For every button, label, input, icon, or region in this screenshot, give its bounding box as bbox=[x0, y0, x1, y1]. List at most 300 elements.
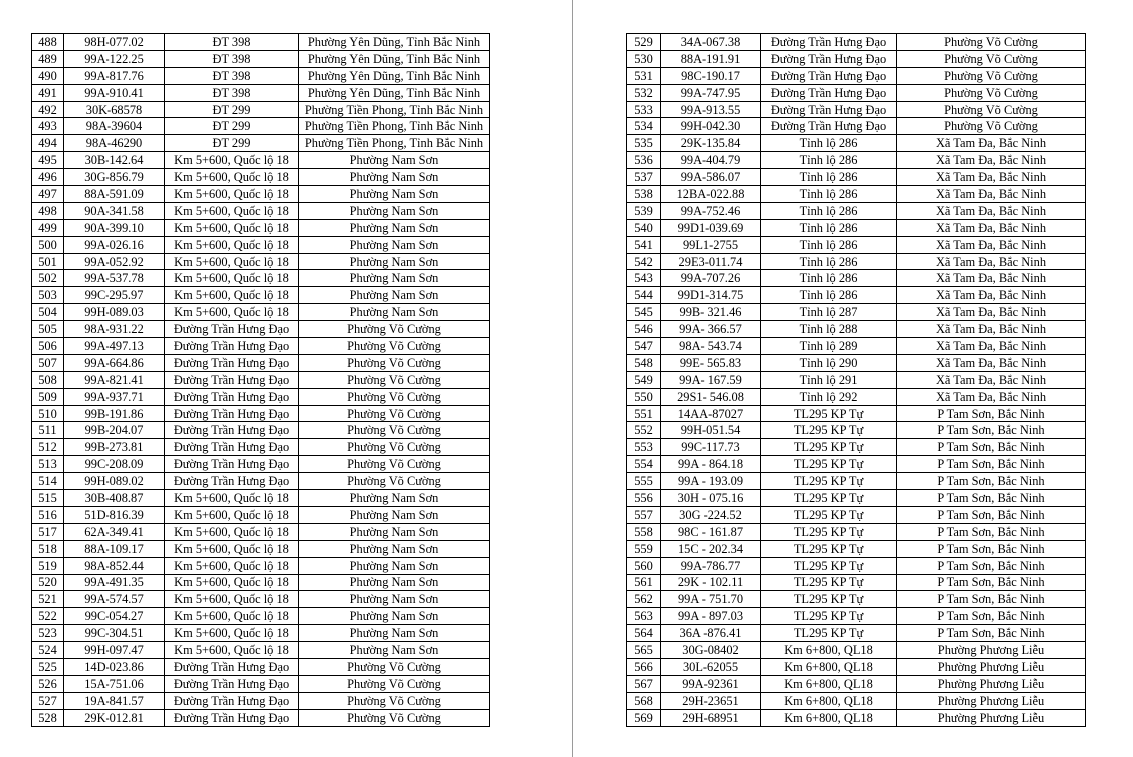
location-cell: Km 5+600, Quốc lộ 18 bbox=[165, 304, 299, 321]
table-row bbox=[32, 506, 490, 523]
plate-number-cell: 99A-664.86 bbox=[64, 354, 165, 371]
ward-cell: Phường Nam Sơn bbox=[299, 270, 490, 287]
ward-cell: Phường Võ Cường bbox=[299, 321, 490, 338]
row-number-cell: 536 bbox=[627, 152, 661, 169]
plate-number-cell: 99A - 193.09 bbox=[661, 473, 761, 490]
location-cell: Đường Trần Hưng Đạo bbox=[165, 692, 299, 709]
row-number-cell: 556 bbox=[627, 490, 661, 507]
plate-number-cell: 30K-68578 bbox=[64, 101, 165, 118]
table-row bbox=[32, 490, 490, 507]
location-cell: Km 6+800, QL18 bbox=[761, 709, 897, 726]
row-number-cell: 502 bbox=[32, 270, 64, 287]
row-number-cell: 565 bbox=[627, 642, 661, 659]
table-row bbox=[627, 692, 1086, 709]
row-number-cell: 509 bbox=[32, 388, 64, 405]
plate-number-cell: 99A-497.13 bbox=[64, 338, 165, 355]
location-cell: ĐT 299 bbox=[165, 101, 299, 118]
ward-cell: Phường Yên Dũng, Tỉnh Bắc Ninh bbox=[299, 67, 490, 84]
plate-number-cell: 99A-913.55 bbox=[661, 101, 761, 118]
plate-number-cell: 15A-751.06 bbox=[64, 675, 165, 692]
location-cell: Đường Trần Hưng Đạo bbox=[165, 473, 299, 490]
location-cell: Đường Trần Hưng Đạo bbox=[165, 658, 299, 675]
location-cell: TL295 KP Tự bbox=[761, 574, 897, 591]
location-cell: TL295 KP Tự bbox=[761, 506, 897, 523]
row-number-cell: 514 bbox=[32, 473, 64, 490]
location-cell: Km 5+600, Quốc lộ 18 bbox=[165, 186, 299, 203]
plate-number-cell: 29H-68951 bbox=[661, 709, 761, 726]
ward-cell: Xã Tam Đa, Bắc Ninh bbox=[897, 219, 1086, 236]
location-cell: Tỉnh lộ 286 bbox=[761, 186, 897, 203]
row-number-cell: 548 bbox=[627, 354, 661, 371]
row-number-cell: 494 bbox=[32, 135, 64, 152]
location-cell: Đường Trần Hưng Đạo bbox=[165, 338, 299, 355]
plate-number-cell: 99A-937.71 bbox=[64, 388, 165, 405]
row-number-cell: 542 bbox=[627, 253, 661, 270]
location-cell: Tỉnh lộ 286 bbox=[761, 287, 897, 304]
row-number-cell: 499 bbox=[32, 219, 64, 236]
plate-number-cell: 99H-051.54 bbox=[661, 422, 761, 439]
location-cell: Đường Trần Hưng Đạo bbox=[761, 50, 897, 67]
row-number-cell: 544 bbox=[627, 287, 661, 304]
table-row bbox=[627, 118, 1086, 135]
ward-cell: Phường Nam Sơn bbox=[299, 523, 490, 540]
location-cell: Đường Trần Hưng Đạo bbox=[165, 321, 299, 338]
ward-cell: Phường Võ Cường bbox=[299, 371, 490, 388]
plate-number-cell: 98A- 543.74 bbox=[661, 338, 761, 355]
location-cell: Đường Trần Hưng Đạo bbox=[165, 388, 299, 405]
ward-cell: Xã Tam Đa, Bắc Ninh bbox=[897, 304, 1086, 321]
ward-cell: Phường Võ Cường bbox=[299, 422, 490, 439]
row-number-cell: 489 bbox=[32, 50, 64, 67]
location-cell: Km 5+600, Quốc lộ 18 bbox=[165, 574, 299, 591]
plate-number-cell: 99A - 897.03 bbox=[661, 608, 761, 625]
location-cell: TL295 KP Tự bbox=[761, 523, 897, 540]
location-cell: Tỉnh lộ 287 bbox=[761, 304, 897, 321]
location-cell: ĐT 398 bbox=[165, 34, 299, 51]
plate-number-cell: 30G -224.52 bbox=[661, 506, 761, 523]
location-cell: Đường Trần Hưng Đạo bbox=[761, 34, 897, 51]
ward-cell: Phường Võ Cường bbox=[299, 658, 490, 675]
plate-number-cell: 99A-404.79 bbox=[661, 152, 761, 169]
table-row bbox=[627, 186, 1086, 203]
ward-cell: Phường Võ Cường bbox=[299, 456, 490, 473]
row-number-cell: 500 bbox=[32, 236, 64, 253]
location-cell: Đường Trần Hưng Đạo bbox=[761, 118, 897, 135]
row-number-cell: 492 bbox=[32, 101, 64, 118]
table-row bbox=[32, 50, 490, 67]
table-row bbox=[32, 321, 490, 338]
plate-number-cell: 99A-752.46 bbox=[661, 202, 761, 219]
location-cell: Tỉnh lộ 292 bbox=[761, 388, 897, 405]
location-cell: Km 5+600, Quốc lộ 18 bbox=[165, 202, 299, 219]
row-number-cell: 567 bbox=[627, 675, 661, 692]
row-number-cell: 512 bbox=[32, 439, 64, 456]
plate-number-cell: 99A-052.92 bbox=[64, 253, 165, 270]
location-cell: Km 5+600, Quốc lộ 18 bbox=[165, 152, 299, 169]
ward-cell: Phường Phương Liễu bbox=[897, 675, 1086, 692]
ward-cell: Phường Nam Sơn bbox=[299, 253, 490, 270]
table-row bbox=[627, 523, 1086, 540]
location-cell: Km 5+600, Quốc lộ 18 bbox=[165, 506, 299, 523]
location-cell: Tỉnh lộ 288 bbox=[761, 321, 897, 338]
row-number-cell: 498 bbox=[32, 202, 64, 219]
table-row bbox=[627, 219, 1086, 236]
ward-cell: Xã Tam Đa, Bắc Ninh bbox=[897, 186, 1086, 203]
ward-cell: Phường Nam Sơn bbox=[299, 219, 490, 236]
location-cell: TL295 KP Tự bbox=[761, 591, 897, 608]
row-number-cell: 549 bbox=[627, 371, 661, 388]
ward-cell: Phường Võ Cường bbox=[299, 709, 490, 726]
plate-number-cell: 99A-747.95 bbox=[661, 84, 761, 101]
ward-cell: Phường Võ Cường bbox=[897, 84, 1086, 101]
table-row bbox=[32, 405, 490, 422]
ward-cell: Phường Phương Liễu bbox=[897, 658, 1086, 675]
plate-number-cell: 99C-208.09 bbox=[64, 456, 165, 473]
location-cell: Tỉnh lộ 286 bbox=[761, 219, 897, 236]
location-cell: Đường Trần Hưng Đạo bbox=[165, 354, 299, 371]
plate-number-cell: 62A-349.41 bbox=[64, 523, 165, 540]
plate-number-cell: 99A-574.57 bbox=[64, 591, 165, 608]
row-number-cell: 520 bbox=[32, 574, 64, 591]
row-number-cell: 535 bbox=[627, 135, 661, 152]
ward-cell: Phường Nam Sơn bbox=[299, 625, 490, 642]
plate-number-cell: 99A - 864.18 bbox=[661, 456, 761, 473]
location-cell: Km 5+600, Quốc lộ 18 bbox=[165, 490, 299, 507]
ward-cell: Phường Võ Cường bbox=[897, 101, 1086, 118]
ward-cell: Phường Tiền Phong, Tỉnh Bắc Ninh bbox=[299, 118, 490, 135]
table-row bbox=[627, 506, 1086, 523]
location-cell: Km 5+600, Quốc lộ 18 bbox=[165, 591, 299, 608]
ward-cell: Phường Nam Sơn bbox=[299, 304, 490, 321]
row-number-cell: 568 bbox=[627, 692, 661, 709]
location-cell: Đường Trần Hưng Đạo bbox=[761, 84, 897, 101]
ward-cell: Phường Yên Dũng, Tỉnh Bắc Ninh bbox=[299, 84, 490, 101]
row-number-cell: 490 bbox=[32, 67, 64, 84]
table-row bbox=[32, 67, 490, 84]
location-cell: Tỉnh lộ 286 bbox=[761, 152, 897, 169]
table-row bbox=[32, 439, 490, 456]
row-number-cell: 562 bbox=[627, 591, 661, 608]
ward-cell: Xã Tam Đa, Bắc Ninh bbox=[897, 202, 1086, 219]
plate-number-cell: 98C - 161.87 bbox=[661, 523, 761, 540]
table-row bbox=[627, 270, 1086, 287]
plate-number-cell: 99B-273.81 bbox=[64, 439, 165, 456]
plate-number-cell: 98C-190.17 bbox=[661, 67, 761, 84]
location-cell: ĐT 299 bbox=[165, 135, 299, 152]
table-row bbox=[32, 642, 490, 659]
ward-cell: Phường Võ Cường bbox=[299, 473, 490, 490]
location-cell: ĐT 398 bbox=[165, 84, 299, 101]
table-row bbox=[627, 625, 1086, 642]
table-row bbox=[32, 202, 490, 219]
ward-cell: P Tam Sơn, Bắc Ninh bbox=[897, 490, 1086, 507]
table-row bbox=[32, 118, 490, 135]
row-number-cell: 545 bbox=[627, 304, 661, 321]
row-number-cell: 519 bbox=[32, 557, 64, 574]
ward-cell: Xã Tam Đa, Bắc Ninh bbox=[897, 388, 1086, 405]
ward-cell: Phường Võ Cường bbox=[299, 692, 490, 709]
table-row bbox=[627, 101, 1086, 118]
table-row bbox=[32, 608, 490, 625]
ward-cell: Phường Nam Sơn bbox=[299, 186, 490, 203]
table-row bbox=[32, 625, 490, 642]
plate-number-cell: 99A-537.78 bbox=[64, 270, 165, 287]
location-cell: Đường Trần Hưng Đạo bbox=[165, 422, 299, 439]
location-cell: ĐT 299 bbox=[165, 118, 299, 135]
plate-number-cell: 99H-089.03 bbox=[64, 304, 165, 321]
ward-cell: Phường Nam Sơn bbox=[299, 236, 490, 253]
row-number-cell: 553 bbox=[627, 439, 661, 456]
plate-number-cell: 30G-856.79 bbox=[64, 169, 165, 186]
table-row bbox=[32, 270, 490, 287]
ward-cell: Phường Võ Cường bbox=[299, 354, 490, 371]
row-number-cell: 540 bbox=[627, 219, 661, 236]
ward-cell: P Tam Sơn, Bắc Ninh bbox=[897, 405, 1086, 422]
ward-cell: Phường Võ Cường bbox=[299, 405, 490, 422]
plate-number-cell: 29K-012.81 bbox=[64, 709, 165, 726]
table-row bbox=[627, 709, 1086, 726]
row-number-cell: 508 bbox=[32, 371, 64, 388]
location-cell: Đường Trần Hưng Đạo bbox=[165, 456, 299, 473]
location-cell: TL295 KP Tự bbox=[761, 422, 897, 439]
plate-number-cell: 36A -876.41 bbox=[661, 625, 761, 642]
table-row bbox=[32, 219, 490, 236]
plate-number-cell: 88A-109.17 bbox=[64, 540, 165, 557]
plate-number-cell: 99D1-314.75 bbox=[661, 287, 761, 304]
ward-cell: Phường Nam Sơn bbox=[299, 287, 490, 304]
ward-cell: Phường Võ Cường bbox=[897, 67, 1086, 84]
location-cell: Tỉnh lộ 286 bbox=[761, 236, 897, 253]
row-number-cell: 537 bbox=[627, 169, 661, 186]
plate-number-cell: 90A-399.10 bbox=[64, 219, 165, 236]
ward-cell: Phường Võ Cường bbox=[299, 338, 490, 355]
row-number-cell: 515 bbox=[32, 490, 64, 507]
plate-number-cell: 12BA-022.88 bbox=[661, 186, 761, 203]
location-cell: Km 5+600, Quốc lộ 18 bbox=[165, 236, 299, 253]
table-row bbox=[32, 388, 490, 405]
row-number-cell: 543 bbox=[627, 270, 661, 287]
location-cell: Tỉnh lộ 291 bbox=[761, 371, 897, 388]
ward-cell: P Tam Sơn, Bắc Ninh bbox=[897, 473, 1086, 490]
ward-cell: P Tam Sơn, Bắc Ninh bbox=[897, 422, 1086, 439]
right-table-body bbox=[627, 34, 1086, 727]
row-number-cell: 546 bbox=[627, 321, 661, 338]
table-row bbox=[627, 34, 1086, 51]
row-number-cell: 529 bbox=[627, 34, 661, 51]
ward-cell: Phường Võ Cường bbox=[897, 34, 1086, 51]
location-cell: Đường Trần Hưng Đạo bbox=[165, 439, 299, 456]
row-number-cell: 532 bbox=[627, 84, 661, 101]
table-row bbox=[32, 692, 490, 709]
row-number-cell: 561 bbox=[627, 574, 661, 591]
row-number-cell: 491 bbox=[32, 84, 64, 101]
location-cell: TL295 KP Tự bbox=[761, 608, 897, 625]
plate-number-cell: 99E- 565.83 bbox=[661, 354, 761, 371]
table-row bbox=[32, 523, 490, 540]
plate-number-cell: 99H-097.47 bbox=[64, 642, 165, 659]
table-row bbox=[32, 338, 490, 355]
row-number-cell: 533 bbox=[627, 101, 661, 118]
location-cell: ĐT 398 bbox=[165, 50, 299, 67]
row-number-cell: 534 bbox=[627, 118, 661, 135]
location-cell: Tỉnh lộ 289 bbox=[761, 338, 897, 355]
row-number-cell: 550 bbox=[627, 388, 661, 405]
plate-number-cell: 99A-786.77 bbox=[661, 557, 761, 574]
table-row bbox=[32, 675, 490, 692]
plate-number-cell: 14AA-87027 bbox=[661, 405, 761, 422]
table-row bbox=[627, 642, 1086, 659]
plate-number-cell: 29K-135.84 bbox=[661, 135, 761, 152]
location-cell: Km 5+600, Quốc lộ 18 bbox=[165, 219, 299, 236]
plate-number-cell: 30L-62055 bbox=[661, 658, 761, 675]
table-row bbox=[32, 574, 490, 591]
plate-number-cell: 99D1-039.69 bbox=[661, 219, 761, 236]
ward-cell: Phường Nam Sơn bbox=[299, 574, 490, 591]
ward-cell: P Tam Sơn, Bắc Ninh bbox=[897, 540, 1086, 557]
table-row bbox=[32, 557, 490, 574]
ward-cell: Phường Võ Cường bbox=[299, 439, 490, 456]
row-number-cell: 527 bbox=[32, 692, 64, 709]
ward-cell: P Tam Sơn, Bắc Ninh bbox=[897, 506, 1086, 523]
plate-number-cell: 98A-46290 bbox=[64, 135, 165, 152]
location-cell: Km 6+800, QL18 bbox=[761, 675, 897, 692]
row-number-cell: 554 bbox=[627, 456, 661, 473]
ward-cell: Xã Tam Đa, Bắc Ninh bbox=[897, 236, 1086, 253]
plate-number-cell: 29K - 102.11 bbox=[661, 574, 761, 591]
row-number-cell: 531 bbox=[627, 67, 661, 84]
ward-cell: P Tam Sơn, Bắc Ninh bbox=[897, 557, 1086, 574]
row-number-cell: 558 bbox=[627, 523, 661, 540]
plate-number-cell: 99B-191.86 bbox=[64, 405, 165, 422]
plate-number-cell: 88A-591.09 bbox=[64, 186, 165, 203]
plate-number-cell: 99H-089.02 bbox=[64, 473, 165, 490]
plate-number-cell: 99L1-2755 bbox=[661, 236, 761, 253]
ward-cell: P Tam Sơn, Bắc Ninh bbox=[897, 591, 1086, 608]
ward-cell: Phường Nam Sơn bbox=[299, 506, 490, 523]
ward-cell: Phường Phương Liễu bbox=[897, 642, 1086, 659]
location-cell: Tỉnh lộ 286 bbox=[761, 169, 897, 186]
location-cell: Đường Trần Hưng Đạo bbox=[165, 675, 299, 692]
table-row bbox=[627, 473, 1086, 490]
location-cell: Km 5+600, Quốc lộ 18 bbox=[165, 169, 299, 186]
row-number-cell: 560 bbox=[627, 557, 661, 574]
ward-cell: Xã Tam Đa, Bắc Ninh bbox=[897, 270, 1086, 287]
ward-cell: Xã Tam Đa, Bắc Ninh bbox=[897, 253, 1086, 270]
table-row bbox=[627, 169, 1086, 186]
location-cell: Đường Trần Hưng Đạo bbox=[761, 101, 897, 118]
table-row bbox=[627, 540, 1086, 557]
table-row bbox=[32, 152, 490, 169]
row-number-cell: 523 bbox=[32, 625, 64, 642]
table-row bbox=[32, 591, 490, 608]
table-row bbox=[627, 422, 1086, 439]
ward-cell: Xã Tam Đa, Bắc Ninh bbox=[897, 371, 1086, 388]
plate-number-cell: 99A-586.07 bbox=[661, 169, 761, 186]
row-number-cell: 555 bbox=[627, 473, 661, 490]
row-number-cell: 557 bbox=[627, 506, 661, 523]
table-row bbox=[32, 473, 490, 490]
table-row bbox=[627, 591, 1086, 608]
location-cell: Km 5+600, Quốc lộ 18 bbox=[165, 253, 299, 270]
location-cell: TL295 KP Tự bbox=[761, 456, 897, 473]
row-number-cell: 510 bbox=[32, 405, 64, 422]
location-cell: Tỉnh lộ 286 bbox=[761, 202, 897, 219]
plate-number-cell: 99A-122.25 bbox=[64, 50, 165, 67]
table-row bbox=[627, 354, 1086, 371]
location-cell: Km 5+600, Quốc lộ 18 bbox=[165, 642, 299, 659]
plate-number-cell: 30B-408.87 bbox=[64, 490, 165, 507]
location-cell: Km 5+600, Quốc lộ 18 bbox=[165, 287, 299, 304]
plate-number-cell: 51D-816.39 bbox=[64, 506, 165, 523]
plate-number-cell: 30G-08402 bbox=[661, 642, 761, 659]
left-table-body bbox=[32, 34, 490, 727]
plate-number-cell: 99C-304.51 bbox=[64, 625, 165, 642]
row-number-cell: 517 bbox=[32, 523, 64, 540]
plate-number-cell: 88A-191.91 bbox=[661, 50, 761, 67]
ward-cell: Phường Nam Sơn bbox=[299, 169, 490, 186]
plate-number-cell: 15C - 202.34 bbox=[661, 540, 761, 557]
plate-number-cell: 90A-341.58 bbox=[64, 202, 165, 219]
table-row bbox=[627, 557, 1086, 574]
plate-number-cell: 30H - 075.16 bbox=[661, 490, 761, 507]
row-number-cell: 497 bbox=[32, 186, 64, 203]
location-cell: TL295 KP Tự bbox=[761, 473, 897, 490]
location-cell: Km 5+600, Quốc lộ 18 bbox=[165, 540, 299, 557]
row-number-cell: 551 bbox=[627, 405, 661, 422]
plate-number-cell: 99A-92361 bbox=[661, 675, 761, 692]
ward-cell: Xã Tam Đa, Bắc Ninh bbox=[897, 169, 1086, 186]
location-cell: TL295 KP Tự bbox=[761, 439, 897, 456]
ward-cell: Phường Nam Sơn bbox=[299, 490, 490, 507]
plate-number-cell: 99B-204.07 bbox=[64, 422, 165, 439]
plate-number-cell: 98H-077.02 bbox=[64, 34, 165, 51]
ward-cell: Phường Nam Sơn bbox=[299, 202, 490, 219]
location-cell: Đường Trần Hưng Đạo bbox=[165, 405, 299, 422]
ward-cell: Xã Tam Đa, Bắc Ninh bbox=[897, 321, 1086, 338]
location-cell: Km 6+800, QL18 bbox=[761, 692, 897, 709]
table-row bbox=[627, 84, 1086, 101]
row-number-cell: 506 bbox=[32, 338, 64, 355]
row-number-cell: 504 bbox=[32, 304, 64, 321]
ward-cell: Phường Nam Sơn bbox=[299, 557, 490, 574]
table-row bbox=[627, 321, 1086, 338]
plate-number-cell: 99A-707.26 bbox=[661, 270, 761, 287]
row-number-cell: 538 bbox=[627, 186, 661, 203]
row-number-cell: 552 bbox=[627, 422, 661, 439]
ward-cell: P Tam Sơn, Bắc Ninh bbox=[897, 574, 1086, 591]
ward-cell: Xã Tam Đa, Bắc Ninh bbox=[897, 287, 1086, 304]
table-row bbox=[627, 456, 1086, 473]
table-row bbox=[627, 490, 1086, 507]
row-number-cell: 507 bbox=[32, 354, 64, 371]
location-cell: Tỉnh lộ 290 bbox=[761, 354, 897, 371]
row-number-cell: 563 bbox=[627, 608, 661, 625]
plate-number-cell: 99C-117.73 bbox=[661, 439, 761, 456]
ward-cell: Xã Tam Đa, Bắc Ninh bbox=[897, 354, 1086, 371]
table-row bbox=[627, 371, 1086, 388]
location-cell: Tỉnh lộ 286 bbox=[761, 253, 897, 270]
plate-number-cell: 99A-491.35 bbox=[64, 574, 165, 591]
plate-number-cell: 29H-23651 bbox=[661, 692, 761, 709]
table-row bbox=[32, 135, 490, 152]
ward-cell: P Tam Sơn, Bắc Ninh bbox=[897, 608, 1086, 625]
table-row bbox=[627, 574, 1086, 591]
ward-cell: Phường Nam Sơn bbox=[299, 591, 490, 608]
plate-number-cell: 99A- 167.59 bbox=[661, 371, 761, 388]
ward-cell: Phường Võ Cường bbox=[299, 675, 490, 692]
ward-cell: P Tam Sơn, Bắc Ninh bbox=[897, 456, 1086, 473]
table-row bbox=[32, 34, 490, 51]
